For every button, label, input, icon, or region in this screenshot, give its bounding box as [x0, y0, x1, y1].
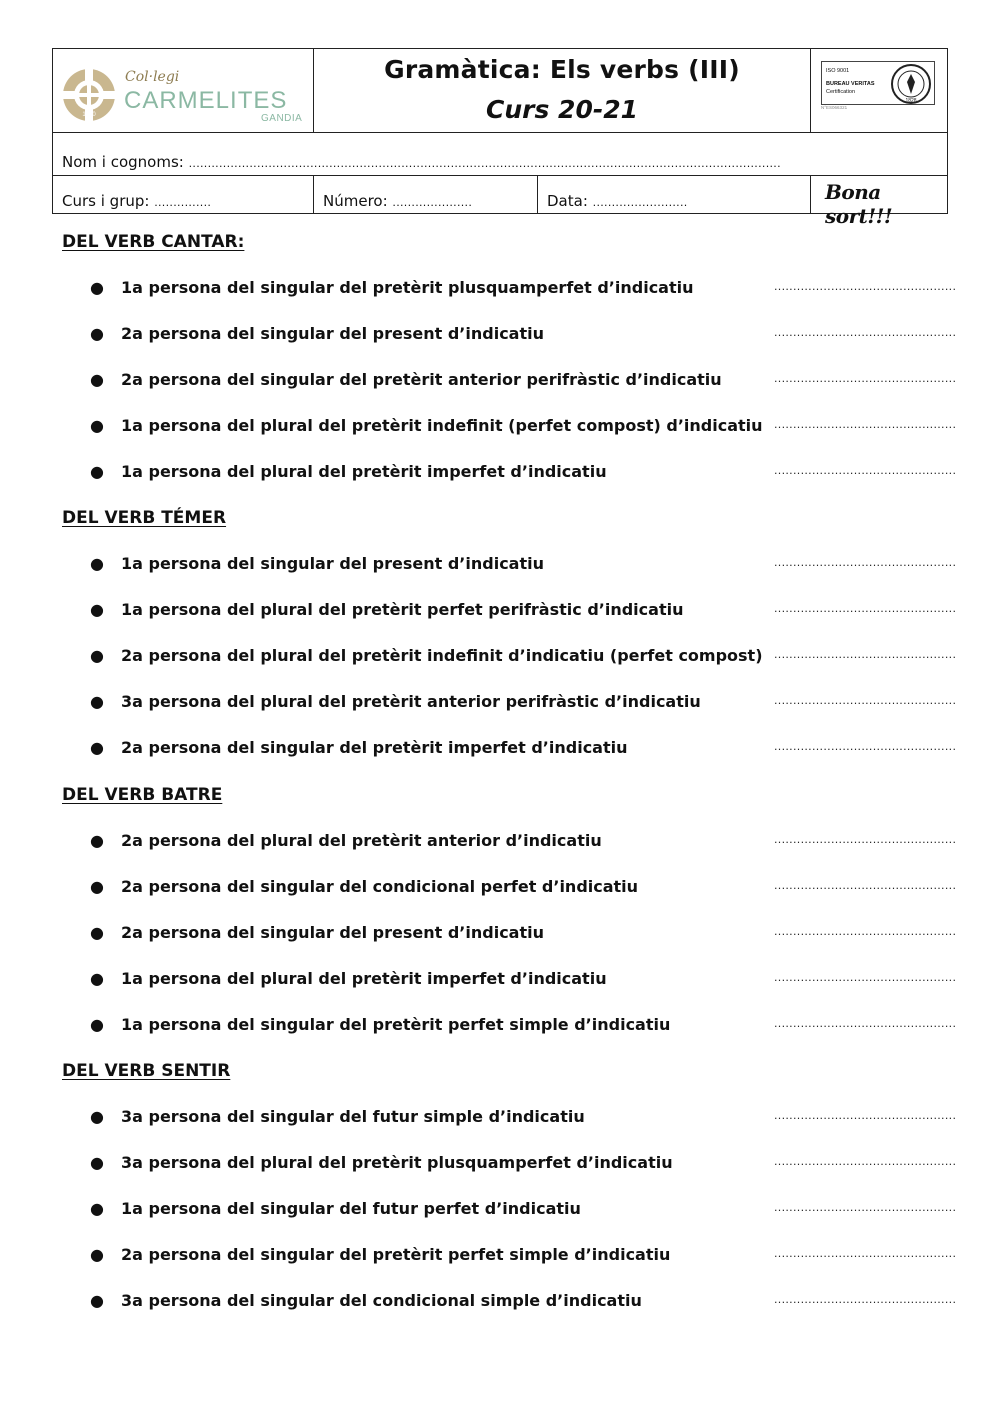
answer-blank[interactable]: ................................................: [774, 1247, 957, 1260]
answer-blank[interactable]: ................................................: [774, 833, 957, 846]
list-item: [90, 324, 957, 350]
answer-blank[interactable]: ................................................: [774, 418, 957, 431]
section-title-sentir: DEL VERB SENTIR: [62, 1061, 231, 1081]
certification-badge: [811, 49, 949, 132]
answer-blank[interactable]: ................................................: [774, 280, 957, 293]
cert-bureau: BUREAU VERITAS: [826, 81, 875, 87]
list-item: [90, 1199, 957, 1225]
cert-iso: ISO 9001: [826, 68, 850, 74]
name-label: Nom i cognoms:: [62, 153, 184, 171]
bullet-icon: ●: [90, 1107, 104, 1126]
page-subtitle: Curs 20-21: [485, 95, 638, 124]
number-label: Número:: [323, 192, 388, 210]
logo-year: 1870: [82, 112, 96, 118]
answer-blank[interactable]: ................................................: [774, 648, 957, 661]
item-label: 3a persona del singular del condicional simple d’indicatiu: [121, 1291, 642, 1310]
date-field[interactable]: [547, 192, 688, 210]
list-item: [90, 692, 957, 718]
bullet-icon: ●: [90, 278, 104, 297]
item-label: 1a persona del plural del pretèrit indefinit (perfet compost) d’indicatiu: [121, 416, 763, 435]
course-field[interactable]: [62, 192, 211, 210]
course-cell: [53, 176, 314, 213]
item-label: 2a persona del plural del pretèrit anterior d’indicatiu: [121, 831, 602, 850]
page-title: Gramàtica: Els verbs (III): [384, 55, 740, 84]
header-top-row: [53, 49, 947, 133]
item-label: 2a persona del singular del pretèrit perfet simple d’indicatiu: [121, 1245, 671, 1264]
cert-code: N°ES066321: [821, 105, 848, 110]
bullet-icon: ●: [90, 370, 104, 389]
section-title-temer: DEL VERB TÉMER: [62, 508, 227, 528]
good-luck-text: Bona sort!!!: [825, 180, 893, 228]
answer-blank[interactable]: ................................................: [774, 694, 957, 707]
list-item: [90, 370, 957, 396]
answer-blank[interactable]: ................................................: [774, 740, 957, 753]
list-item: [90, 831, 957, 857]
list-item: [90, 1153, 957, 1179]
section-title-cantar: DEL VERB CANTAR:: [62, 232, 245, 252]
list-item: [90, 923, 957, 949]
logo-text-carmelites: CARMELITES: [124, 87, 288, 114]
answer-blank[interactable]: ................................................: [774, 879, 957, 892]
number-field[interactable]: [323, 192, 472, 210]
cert-certification: Certification: [826, 89, 856, 95]
answer-blank[interactable]: ................................................: [774, 1201, 957, 1214]
date-cell: [538, 176, 811, 213]
list-item: [90, 416, 957, 442]
item-label: 1a persona del plural del pretèrit imperfet d’indicatiu: [121, 969, 607, 988]
bullet-icon: ●: [90, 1245, 104, 1264]
number-cell: [314, 176, 538, 213]
item-label: 1a persona del singular del futur perfet d’indicatiu: [121, 1199, 581, 1218]
course-row: [53, 176, 947, 228]
item-label: 3a persona del plural del pretèrit anterior perifràstic d’indicatiu: [121, 692, 701, 711]
seal-year: 1828: [905, 98, 917, 104]
list-item: [90, 554, 957, 580]
answer-blank[interactable]: ................................................: [774, 464, 957, 477]
bullet-icon: ●: [90, 1015, 104, 1034]
list-item: [90, 877, 957, 903]
bullet-icon: ●: [90, 877, 104, 896]
answer-blank[interactable]: ................................................: [774, 925, 957, 938]
number-blank[interactable]: .....................: [392, 196, 473, 209]
answer-blank[interactable]: ................................................: [774, 372, 957, 385]
answer-blank[interactable]: ................................................: [774, 971, 957, 984]
list-item: [90, 969, 957, 995]
list-item: [90, 646, 957, 672]
item-label: 2a persona del singular del pretèrit anterior perifràstic d’indicatiu: [121, 370, 722, 389]
answer-blank[interactable]: ................................................: [774, 556, 957, 569]
item-label: 2a persona del singular del condicional perfet d’indicatiu: [121, 877, 639, 896]
answer-blank[interactable]: ................................................: [774, 1109, 957, 1122]
list-item: [90, 1107, 957, 1133]
cross-emblem-icon: [61, 67, 117, 123]
bullet-icon: ●: [90, 554, 104, 573]
date-blank[interactable]: .........................: [592, 196, 688, 209]
list-item: [90, 738, 957, 764]
item-label: 2a persona del singular del pretèrit imperfet d’indicatiu: [121, 738, 628, 757]
item-label: 2a persona del singular del present d’indicatiu: [121, 923, 544, 942]
answer-blank[interactable]: ................................................: [774, 1155, 957, 1168]
section-title-batre: DEL VERB BATRE: [62, 785, 223, 805]
bullet-icon: ●: [90, 600, 104, 619]
list-item: [90, 462, 957, 488]
item-label: 1a persona del singular del pretèrit perfet simple d’indicatiu: [121, 1015, 671, 1034]
answer-blank[interactable]: ................................................: [774, 602, 957, 615]
item-label: 1a persona del singular del present d’indicatiu: [121, 554, 544, 573]
item-label: 1a persona del singular del pretèrit plusquamperfet d’indicatiu: [121, 278, 694, 297]
item-label: 3a persona del singular del futur simple d’indicatiu: [121, 1107, 585, 1126]
name-field[interactable]: [62, 153, 781, 171]
worksheet-header: [52, 48, 948, 228]
logo-text-gandia: GANDIA: [261, 113, 303, 124]
list-item: [90, 278, 957, 304]
list-item: [90, 1291, 957, 1317]
bureau-veritas-seal-icon: [890, 63, 932, 105]
bullet-icon: ●: [90, 646, 104, 665]
bullet-icon: ●: [90, 1153, 104, 1172]
answer-blank[interactable]: ................................................: [774, 1017, 957, 1030]
cert-box: [821, 61, 935, 105]
bullet-icon: ●: [90, 923, 104, 942]
logo-text-colegi: Col·legi: [125, 69, 180, 85]
bullet-icon: ●: [90, 324, 104, 343]
bullet-icon: ●: [90, 1199, 104, 1218]
title-block: [314, 49, 811, 132]
school-logo: [53, 49, 314, 132]
item-label: 3a persona del plural del pretèrit plusquamperfet d’indicatiu: [121, 1153, 673, 1172]
answer-blank[interactable]: ................................................: [774, 1293, 957, 1306]
name-row: [53, 133, 947, 176]
bullet-icon: ●: [90, 692, 104, 711]
item-label: 1a persona del plural del pretèrit perfet perifràstic d’indicatiu: [121, 600, 684, 619]
answer-blank[interactable]: ................................................: [774, 326, 957, 339]
bullet-icon: ●: [90, 1291, 104, 1310]
course-label: Curs i grup:: [62, 192, 150, 210]
list-item: [90, 1015, 957, 1041]
item-label: 1a persona del plural del pretèrit imperfet d’indicatiu: [121, 462, 607, 481]
bullet-icon: ●: [90, 416, 104, 435]
item-label: 2a persona del singular del present d’indicatiu: [121, 324, 544, 343]
list-item: [90, 1245, 957, 1271]
bullet-icon: ●: [90, 831, 104, 850]
bullet-icon: ●: [90, 462, 104, 481]
bullet-icon: ●: [90, 738, 104, 757]
item-label: 2a persona del plural del pretèrit indefinit d’indicatiu (perfet compost): [121, 646, 763, 665]
list-item: [90, 600, 957, 626]
name-blank[interactable]: ............................................................................................................................................................: [188, 157, 781, 170]
date-label: Data:: [547, 192, 588, 210]
course-blank[interactable]: ...............: [154, 196, 212, 209]
bullet-icon: ●: [90, 969, 104, 988]
